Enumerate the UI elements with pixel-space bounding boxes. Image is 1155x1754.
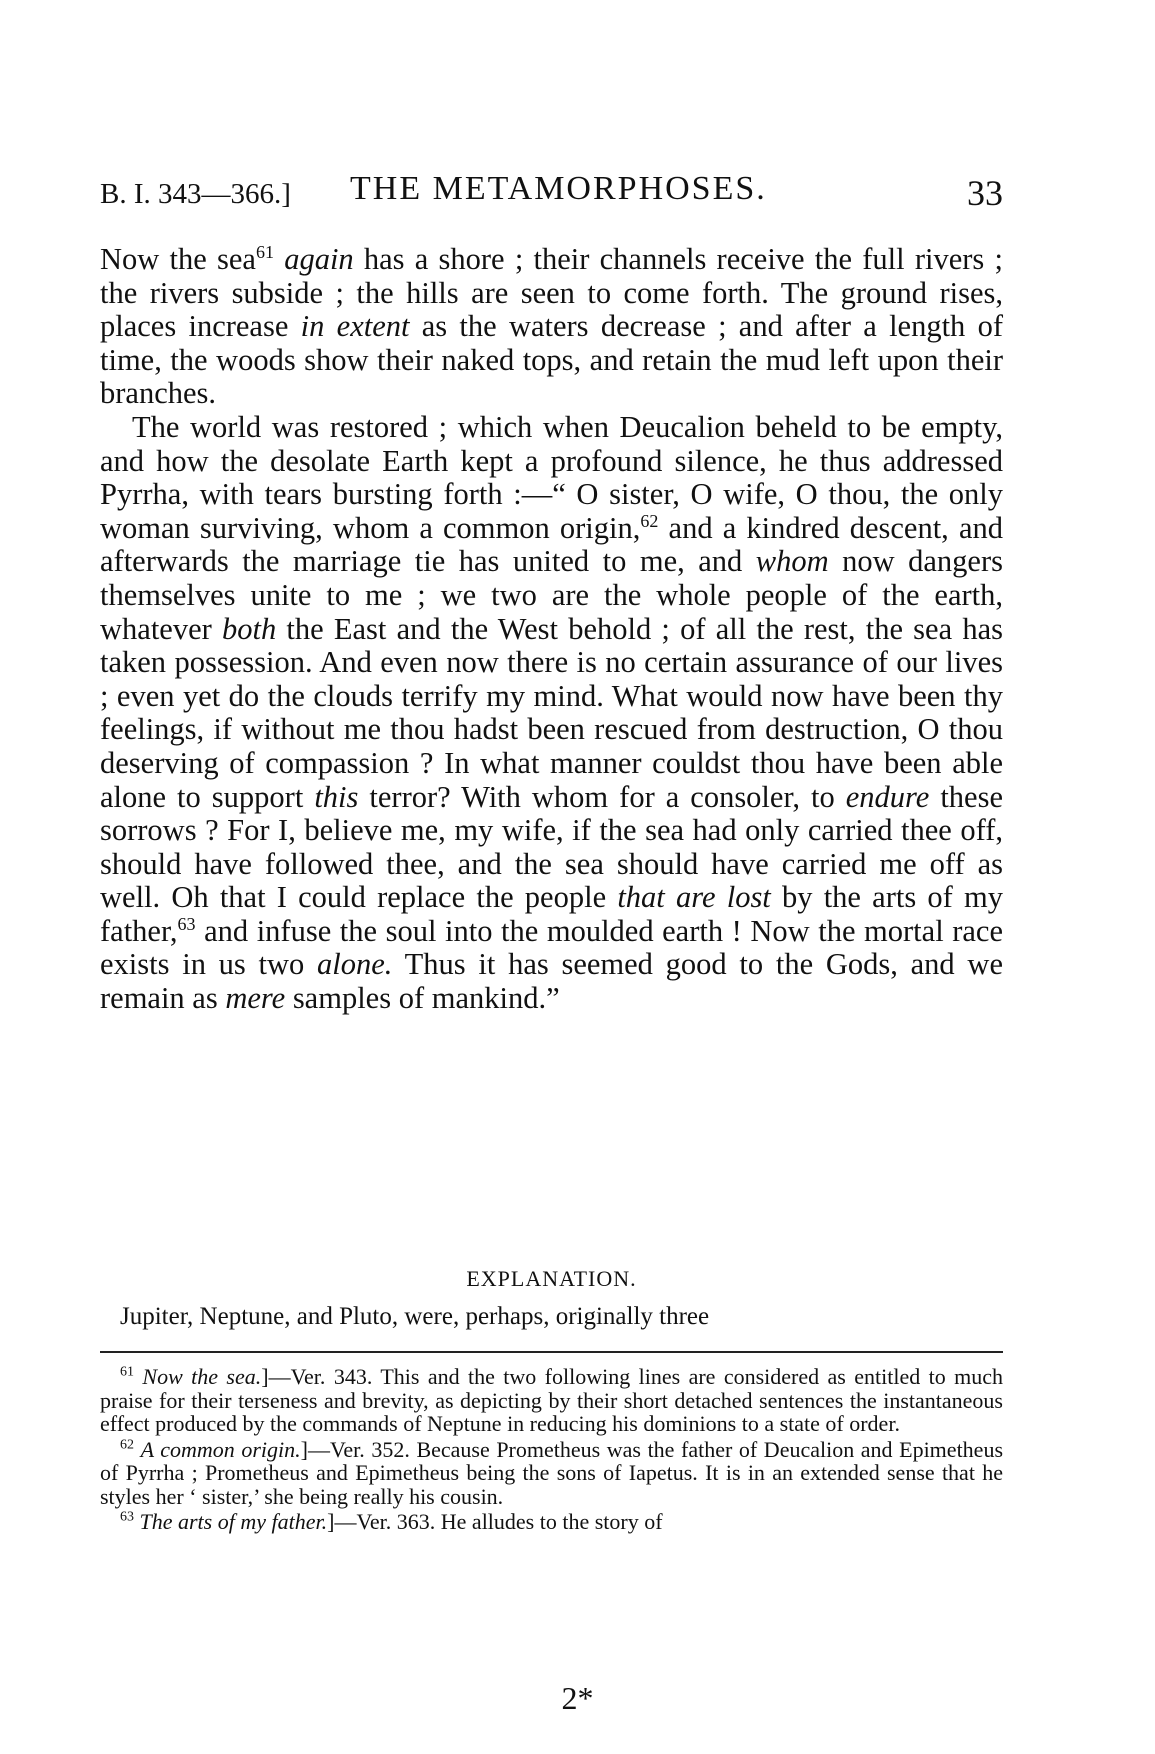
main-text bbox=[100, 243, 1003, 1016]
book-line-reference: B. I. 343—366.] bbox=[100, 178, 291, 210]
text-run: and infuse the soul into the moulded earth ! Now the mortal race exists in us two bbox=[100, 913, 1003, 982]
footnote-63 bbox=[100, 1510, 1003, 1534]
note-ref-63: 63 bbox=[177, 913, 196, 934]
text-run: Thus it has seemed good to the Gods, and we remain as bbox=[100, 947, 1003, 1016]
paragraph-1 bbox=[100, 243, 1003, 411]
text-run: samples of mankind.” bbox=[285, 981, 560, 1016]
footnote-62 bbox=[100, 1438, 1003, 1509]
note-ref-61: 61 bbox=[255, 241, 274, 262]
text-run: The world was restored ; which when Deucalion beheld to be empty, and how the desolate Earth kept a profound silence, he thus addressed Pyrrha, with tears bursting forth :—“ O sister, O wife, O thou, the only woman surviving, whom a common origin, bbox=[100, 409, 1003, 545]
italic-phrase: this bbox=[314, 779, 359, 814]
italic-phrase: alone. bbox=[317, 947, 393, 982]
italic-phrase: whom bbox=[755, 544, 829, 579]
text-run bbox=[274, 242, 284, 276]
paragraph-2 bbox=[100, 411, 1003, 1016]
text-run: Now the sea bbox=[100, 242, 256, 276]
italic-phrase: both bbox=[221, 611, 277, 646]
footnote-divider bbox=[100, 1351, 1003, 1353]
note-ref-61: 61 bbox=[120, 1364, 134, 1380]
explanation-heading: EXPLANATION. bbox=[466, 1266, 637, 1291]
italic-phrase: endure bbox=[845, 779, 930, 814]
text-run: terror? With whom for a consoler, to bbox=[358, 779, 846, 814]
italic-phrase: Now the sea. bbox=[142, 1364, 262, 1389]
running-title: THE METAMORPHOSES. bbox=[350, 170, 767, 207]
text-run: these sorrows ? For I, believe me, my wife, if the sea had only carried thee off, should have followed thee, and the sea should have carried me off as well. Oh that I could replace the people bbox=[100, 779, 1003, 915]
explanation-text: Jupiter, Neptune, and Pluto, were, perhaps, originally three bbox=[120, 1303, 710, 1330]
text-run: ]—Ver. 363. He alludes to the story of bbox=[327, 1509, 663, 1534]
page-number: 33 bbox=[967, 173, 1003, 213]
italic-phrase: mere bbox=[225, 981, 286, 1016]
note-ref-62: 62 bbox=[640, 510, 659, 531]
text-run: ]—Ver. 343. This and the two following lines are considered as entitled to much praise for their terseness and brevity, as depicting by their short detached sentences the instantaneous effect produced by the commands of Neptune in reducing his dominions to a state of order. bbox=[100, 1364, 1003, 1436]
text-run: the East and the West behold ; of all the rest, the sea has taken possession. And even now there is no certain assurance of our lives ; even yet do the clouds terrify my mind. What would now have been thy feelings, if without me thou hadst been rescued from destruction, O thou deserving of compassion ? In what manner couldst thou have been able alone to support bbox=[100, 611, 1003, 814]
text-run: and a kindred descent, and afterwards the marriage tie has united to me, and bbox=[100, 510, 1003, 579]
footnote-61 bbox=[100, 1365, 1003, 1436]
italic-phrase: in extent bbox=[300, 309, 410, 344]
text-run: as the waters decrease ; and after a length of time, the woods show their naked tops, and retain the mud left upon their branches. bbox=[100, 309, 1003, 411]
note-ref-63: 63 bbox=[120, 1509, 134, 1525]
italic-phrase: that are lost bbox=[617, 880, 771, 915]
running-head bbox=[100, 158, 1003, 218]
text-run bbox=[134, 1437, 141, 1462]
note-ref-62: 62 bbox=[120, 1437, 134, 1453]
signature-mark: 2* bbox=[561, 1680, 594, 1716]
italic-phrase: A common origin. bbox=[140, 1436, 301, 1462]
text-run: now dangers themselves unite to me ; we two are the whole people of the earth, whatever bbox=[100, 544, 1003, 646]
text-run: has a shore ; their channels receive the full rivers ; the rivers subside ; the hills are seen to come forth. The ground rises, places increase bbox=[100, 242, 1003, 344]
footnotes bbox=[100, 1365, 1003, 1536]
italic-phrase: again bbox=[284, 242, 354, 276]
italic-phrase: The arts of my father. bbox=[139, 1509, 328, 1534]
text-run: ]—Ver. 352. Because Prometheus was the father of Deucalion and Epimetheus of Pyrrha ; Prometheus and Epimetheus being the sons of Iapetus. It is in an extended sense that he styles her ‘ sister,’ she being really his cousin. bbox=[100, 1436, 1004, 1509]
text-run: by the arts of my father, bbox=[100, 880, 1004, 948]
